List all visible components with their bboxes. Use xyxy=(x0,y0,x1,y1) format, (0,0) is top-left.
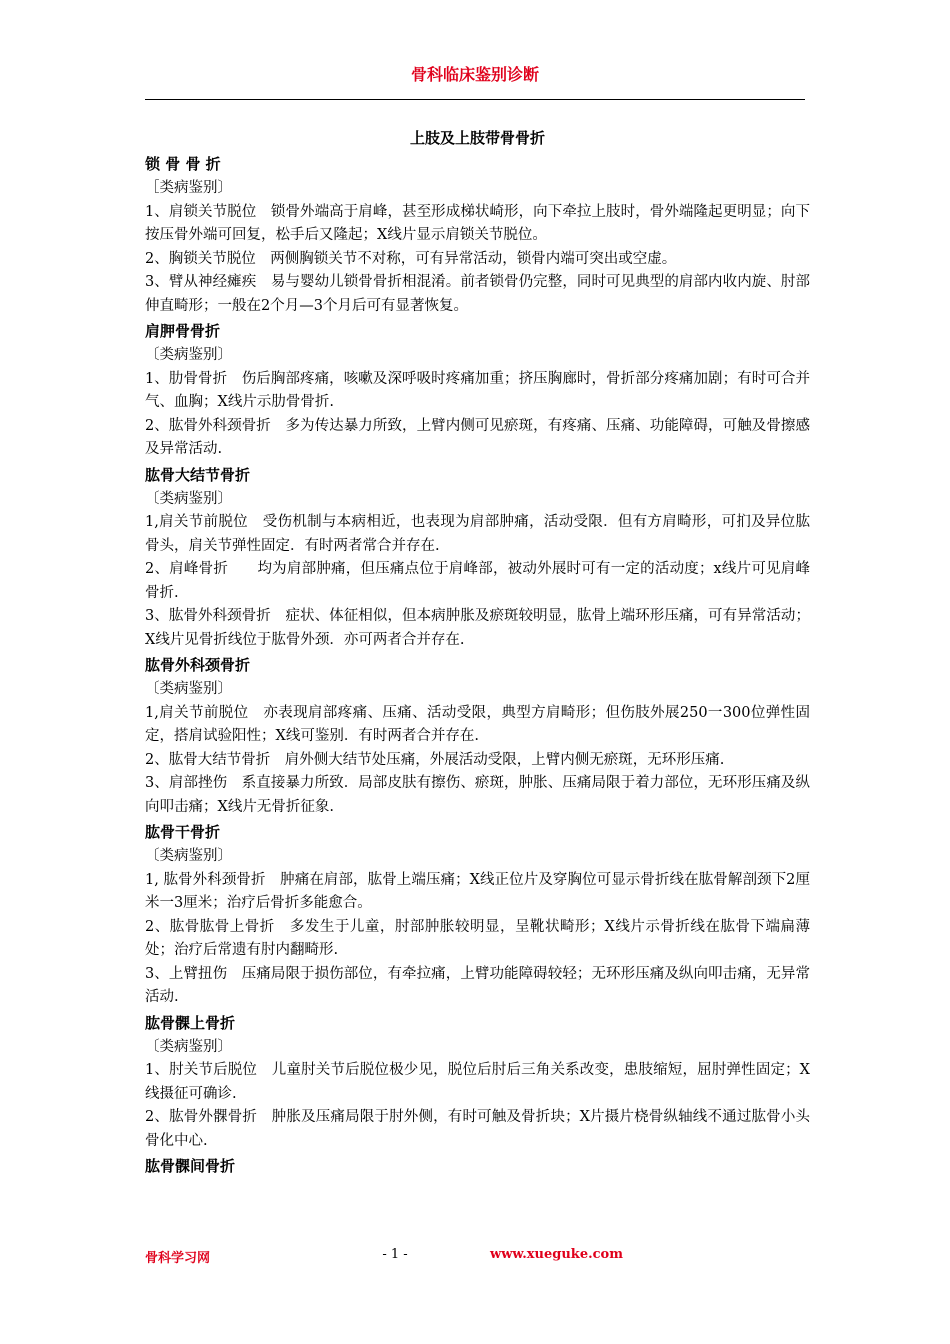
paragraph: 2、肱骨大结节骨折 肩外侧大结节处压痛，外展活动受限，上臂内侧无瘀斑，无环形压痛. xyxy=(145,751,725,768)
section-subheading: 〔类病鉴别〕 xyxy=(145,848,232,864)
paragraph: 3、肩部挫伤 系直接暴力所致．局部皮肤有擦伤、瘀斑，肿胀、压痛局限于着力部位，无环形压痛及纵向叩击痛；X线片无骨折征象. xyxy=(145,775,810,815)
section-subheading: 〔类病鉴别〕 xyxy=(145,490,232,507)
section-greater-tuberosity-fracture xyxy=(145,462,810,653)
section-heading: 肱骨干骨折 xyxy=(145,823,221,841)
paragraph: 1、肩锁关节脱位 锁骨外端高于肩峰，甚至形成梯状崎形，向下牵拉上肢时，骨外端隆起更明显；向下按压骨外端可回复，松手后又隆起；X线片显示肩锁关节脱位。 xyxy=(145,203,810,243)
header-divider xyxy=(145,99,805,100)
paragraph: 1, 肱骨外科颈骨折 肿痛在肩部，肱骨上端压痛；X线正位片及穿胸位可显示骨折线在肱骨解剖颈下2厘米一3厘米；治疗后骨折多能愈合。 xyxy=(145,871,810,911)
paragraph: 1、肋骨骨折 伤后胸部疼痛，咳嗽及深呼吸时疼痛加重；挤压胸廊时，骨折部分疼痛加剧；有时可合并气、血胸；X线片示肋骨骨折. xyxy=(145,370,810,410)
paragraph: 2、肱骨肱骨上骨折 多发生于儿童，肘部肿胀较明显，呈靴状畸形；X线片示骨折线在肱骨下端扁薄处；治疗后常遗有肘内翻畸形. xyxy=(145,918,810,958)
section-scapula-fracture xyxy=(145,318,810,462)
section-clavicle-fracture xyxy=(145,151,810,318)
section-heading: 锁 骨 骨 折 xyxy=(145,155,221,173)
paragraph: 3、臂从神经瘫疾 易与婴幼儿锁骨骨折相混淆。前者锁骨仍完整，同时可见典型的肩部内收内旋、肘部伸直畸形；一般在2个月—3个月后可有显著恢复。 xyxy=(145,274,810,314)
paragraph: 1、肘关节后脱位 儿童肘关节后脱位极少见，脱位后肘后三角关系改变，患肢缩短，屈肘弹性固定；X线摄征可确诊. xyxy=(145,1062,810,1102)
header-title: 骨科临床鉴别诊断 xyxy=(410,65,539,84)
paragraph: 2、肩峰骨折 均为肩部肿痛，但压痛点位于肩峰部，被动外展时可有一定的活动度；x线片可见肩峰骨折. xyxy=(145,561,810,601)
document-title: 上肢及上肢带骨骨折 xyxy=(409,129,545,147)
paragraph: 1,肩关节前脱位 亦表现肩部疼痛、压痛、活动受限，典型方肩畸形；但伤肢外展250一300位弹性固定，搭肩试验阳性；X线可鉴别．有时两者合并存在. xyxy=(145,704,810,744)
section-heading: 肱骨大结节骨折 xyxy=(145,465,251,484)
paragraph: 3、上臂扭伤 压痛局限于损伤部位，有牵拉痛，上臂功能障碍较轻；无环形压痛及纵向叩击痛，无异常活动. xyxy=(145,965,810,1005)
section-heading: 肩胛骨骨折 xyxy=(145,322,221,340)
document-body xyxy=(145,126,810,1179)
section-humeral-shaft-fracture xyxy=(145,819,810,1010)
paragraph: 1,肩关节前脱位 受伤机制与本病相近，也表现为肩部肿痛，活动受限．但有方肩畸形，可扪及异位肱骨头，肩关节弹性固定．有时两者常合并存在. xyxy=(145,514,810,554)
section-subheading: ［类病鉴别〕 xyxy=(145,180,232,196)
section-heading: 肱骨外科颈骨折 xyxy=(145,656,251,674)
paragraph: 2、肱骨外科颈骨折 多为传达暴力所致，上臂内侧可见瘀斑，有疼痛、压痛、功能障碍，可触及骨擦感及异常活动. xyxy=(145,417,810,457)
section-intercondylar-fracture xyxy=(145,1153,810,1179)
section-heading: 肱骨髁上骨折 xyxy=(145,1013,236,1032)
section-subheading: 〔类病鉴别〕 xyxy=(145,681,232,697)
page-footer xyxy=(145,1247,805,1267)
paragraph: 2、胸锁关节脱位 两侧胸锁关节不对称，可有异常活动，锁骨内端可突出或空虚。 xyxy=(145,250,677,267)
section-supracondylar-fracture xyxy=(145,1010,810,1154)
section-surgical-neck-fracture xyxy=(145,652,810,819)
footer-url[interactable]: www.xueguke.com xyxy=(490,1247,623,1262)
page-number: - 1 - xyxy=(382,1247,408,1262)
section-subheading: 〔类病鉴别〕 xyxy=(145,347,232,363)
footer-site-name: 骨科学习网 xyxy=(145,1251,211,1266)
section-heading: 肱骨髁间骨折 xyxy=(145,1157,236,1175)
paragraph: 3、肱骨外科颈骨折 症状、体征相似，但本病肿胀及瘀斑较明显，肱骨上端环形压痛，可有异常活动；X线片见骨折线位于肱骨外颈．亦可两者合并存在. xyxy=(145,608,810,648)
section-subheading: 〔类病鉴别〕 xyxy=(145,1038,232,1055)
paragraph: 2、肱骨外髁骨折 肿胀及压痛局限于肘外侧，有时可触及骨折块；X片摄片桡骨纵轴线不通过肱骨小头骨化中心. xyxy=(145,1109,810,1149)
